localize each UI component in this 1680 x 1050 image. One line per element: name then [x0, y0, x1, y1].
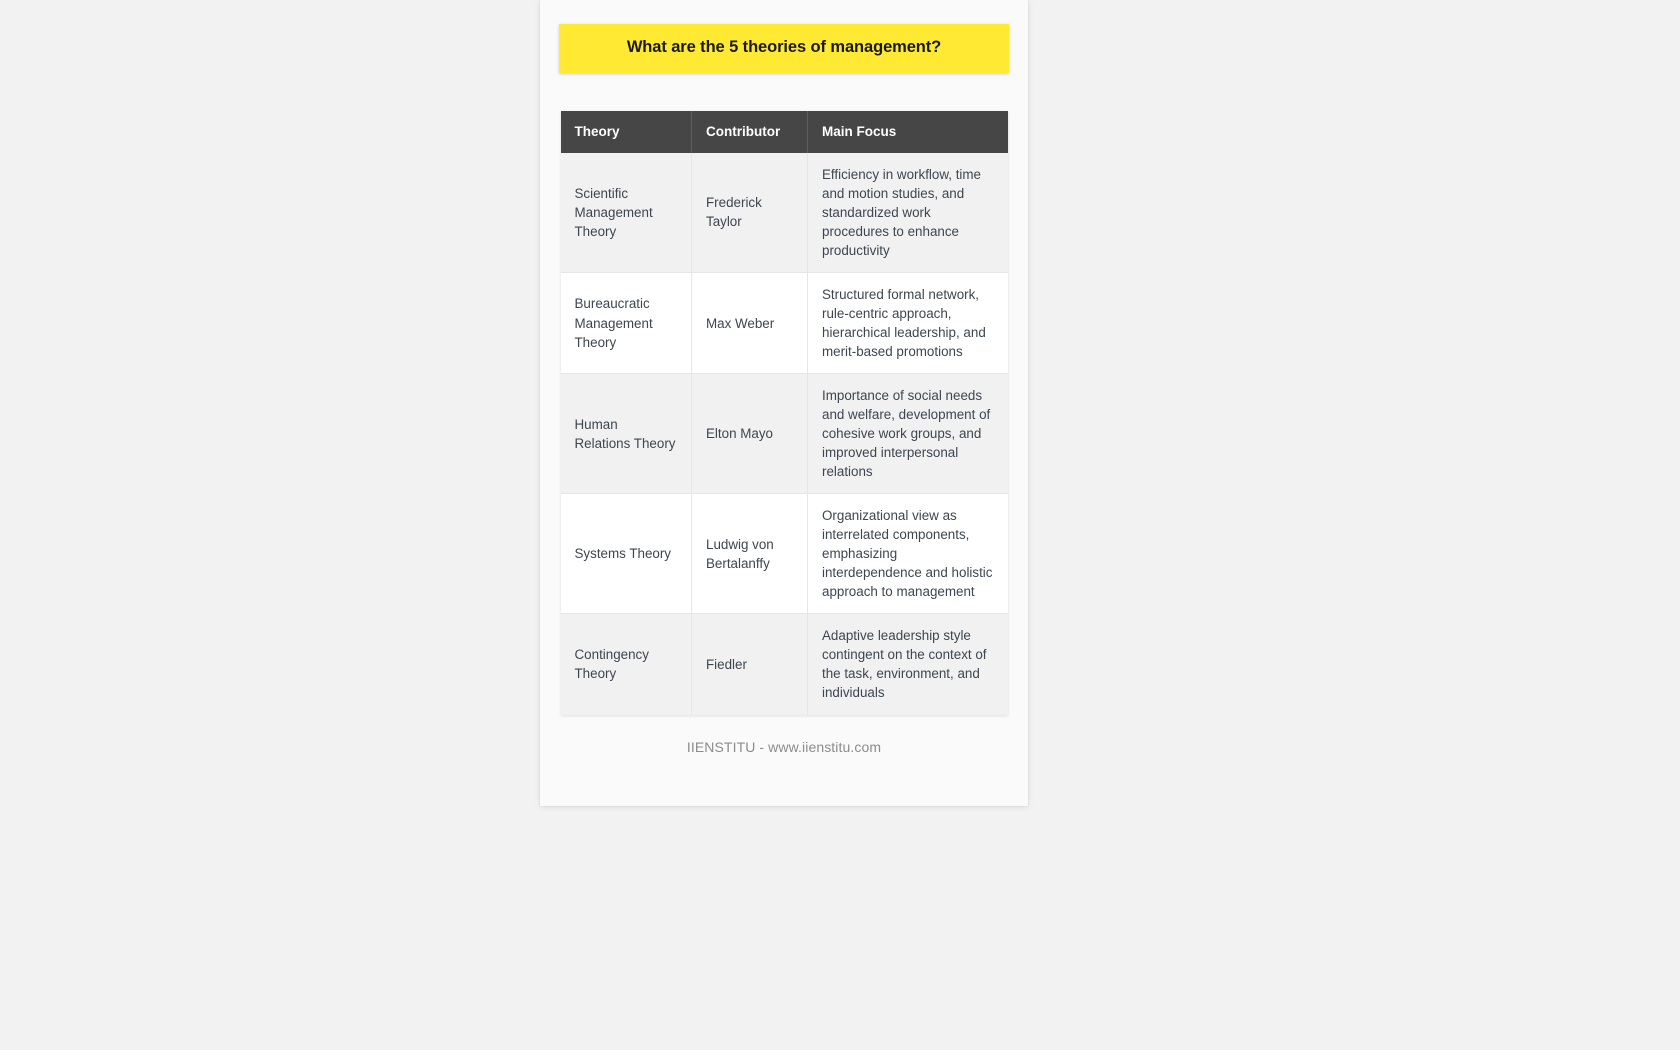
theories-table-container [561, 111, 1008, 715]
table-body [561, 153, 1008, 715]
cell-contributor: Fiedler [692, 614, 808, 715]
cell-theory: Scientific Management Theory [561, 153, 692, 273]
column-header-theory: Theory [561, 111, 692, 153]
table-row [561, 272, 1008, 373]
cell-theory: Bureaucratic Management Theory [561, 272, 692, 373]
table-row [561, 494, 1008, 614]
cell-contributor: Max Weber [692, 272, 808, 373]
table-row [561, 153, 1008, 273]
footer-attribution: IIENSTITU - www.iienstitu.com [686, 738, 882, 755]
title-banner [559, 24, 1009, 73]
cell-theory: Systems Theory [561, 494, 692, 614]
cell-contributor: Elton Mayo [692, 374, 808, 494]
cell-main-focus: Importance of social needs and welfare, development of cohesive work groups, and improved interpersonal relations [808, 374, 1008, 494]
table-row [561, 614, 1008, 715]
page-title: What are the 5 theories of management? [626, 38, 942, 56]
cell-main-focus: Organizational view as interrelated components, emphasizing interdependence and holistic approach to management [808, 494, 1008, 614]
table-header [561, 111, 1008, 153]
cell-contributor: Frederick Taylor [692, 153, 808, 273]
cell-main-focus: Efficiency in workflow, time and motion studies, and standardized work procedures to enhance productivity [808, 153, 1008, 273]
infographic-card [540, 0, 1028, 806]
cell-theory: Human Relations Theory [561, 374, 692, 494]
table-header-row [561, 111, 1008, 153]
cell-main-focus: Adaptive leadership style contingent on the context of the task, environment, and individuals [808, 614, 1008, 715]
cell-main-focus: Structured formal network, rule-centric approach, hierarchical leadership, and merit-based promotions [808, 272, 1008, 373]
theories-table [561, 111, 1008, 715]
column-header-main-focus: Main Focus [808, 111, 1008, 153]
column-header-contributor: Contributor [692, 111, 808, 153]
table-row [561, 374, 1008, 494]
cell-contributor: Ludwig von Bertalanffy [692, 494, 808, 614]
cell-theory: Contingency Theory [561, 614, 692, 715]
